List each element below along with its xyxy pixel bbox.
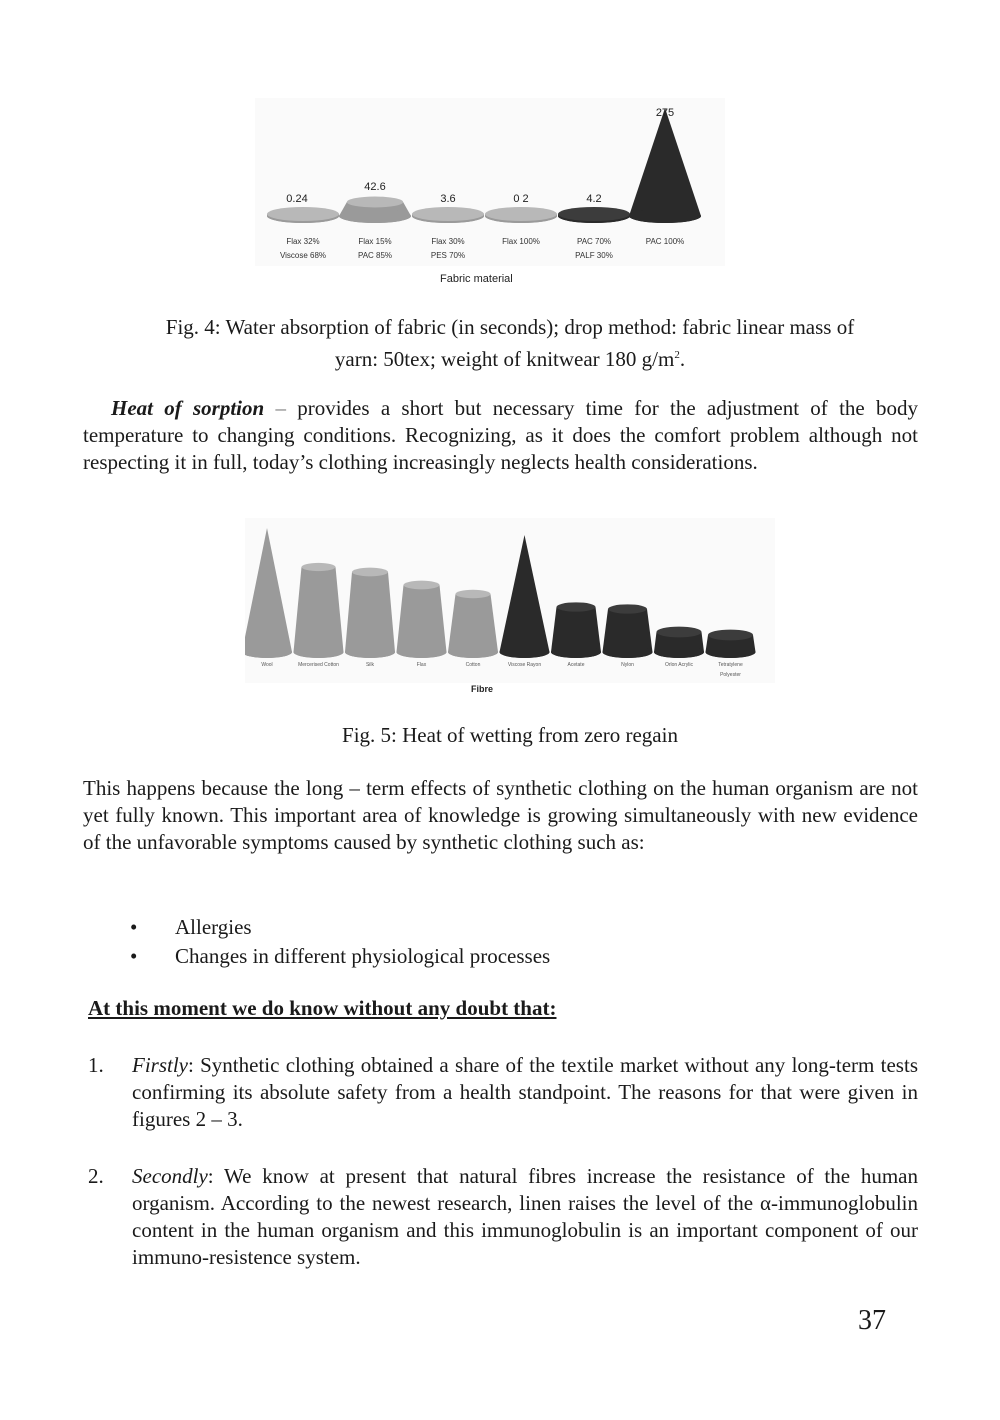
fig5-category-label: Acetate <box>567 662 585 668</box>
fig5-cone <box>397 581 447 658</box>
list-item: • Allergies <box>130 913 550 942</box>
fig5-category-label: Viscose Rayon <box>507 662 542 668</box>
fig5-category-label: Silk <box>365 662 375 668</box>
fig4-value-label: 3.6 <box>440 193 456 205</box>
fig4-category-label: PAC 70% <box>576 237 612 246</box>
fig4-xlabel: Fabric material <box>440 273 513 285</box>
list-item: • Changes in different physiological processes <box>130 942 550 971</box>
fig4-cone <box>558 207 630 223</box>
fig4-cone <box>267 207 339 223</box>
fig4-value-label: 4.2 <box>586 193 602 205</box>
fig5-category-label: Tetratylene <box>718 662 743 668</box>
fig4-category-label: PALF 30% <box>575 251 613 260</box>
symptom-list <box>130 913 550 971</box>
fig4-value-label: 275 <box>655 107 675 119</box>
fig5-category-label: Wool <box>261 662 273 668</box>
fig5-category-label: Nylon <box>621 662 634 668</box>
fig4-category-label: Flax 100% <box>502 237 540 246</box>
fig5-cone <box>345 568 395 658</box>
fig4-cone <box>485 207 557 223</box>
fig4-value-label: 0.24 <box>286 193 308 205</box>
fig4-caption-line2: yarn: 50tex; weight of knitwear 180 $g/m^2$. <box>334 347 686 371</box>
fig5-cone <box>500 535 550 658</box>
fig5-category-label: Orlon Acrylic <box>664 662 694 668</box>
page-number: 37 <box>858 1305 886 1336</box>
fig4-category-label: Flax 30% <box>431 237 465 246</box>
fig4-category-label: PES 70% <box>430 251 466 260</box>
paragraph-synthetic-effects: This happens because the long – term effects of synthetic clothing on the human organism are not yet fully known. This important area of knowledge is growing simultaneously with new evidence of the unfavorable symptoms caused by synthetic clothing such as: <box>83 776 918 854</box>
section-heading: At this moment we do know without any doubt that: <box>88 996 557 1020</box>
numbered-item-2: 2. Secondly: We know at present that natural fibres increase the resistance of the human organism. According to the newest research, linen raises the level of the α-immunoglobulin content in the human organism and this immunoglobulin is an important component of our immuno-resistence system. <box>88 1164 918 1269</box>
figure-4 <box>255 98 725 266</box>
figure-5 <box>245 518 775 683</box>
fig5-cone <box>294 563 344 658</box>
fig4-caption <box>100 313 920 373</box>
fig4-value-label: 0 2 <box>513 193 529 205</box>
fig5-caption: Fig. 5: Heat of wetting from zero regain <box>342 723 678 747</box>
fig4-category-label: Viscose 68% <box>279 251 327 260</box>
fig5-cone-chart <box>245 518 775 683</box>
fig5-xlabel: Fibre <box>471 684 494 694</box>
fig5-cone <box>654 627 704 658</box>
fig4-category-label: PAC 85% <box>357 251 393 260</box>
fig5-cone <box>603 604 653 658</box>
numbered-item-1: 1. Firstly: Synthetic clothing obtained a share of the textile market without any long-term tests confirming its absolute safety from a health standpoint. The reasons for that were given in figures 2 – 3. <box>88 1053 918 1131</box>
fig4-category-label: Flax 32% <box>286 237 320 246</box>
heat-of-sorption-term: Heat of sorption <box>111 396 265 420</box>
fig4-cone-chart <box>255 98 725 266</box>
fig5-category-label: Polyester <box>720 672 741 678</box>
fig4-category-label: PAC 100% <box>645 237 685 246</box>
fig5-category-label: Cotton <box>465 662 481 668</box>
fig5-cone <box>448 590 498 658</box>
fig4-category-label: Flax 15% <box>358 237 392 246</box>
paragraph-heat-of-sorption: Heat of sorption – provides a short but necessary time for the adjustment of the body temperature to changing conditions. Recognizing, as it does the comfort problem although not respecting it in full, today’s clothing increasingly neglects health considerations. <box>83 396 918 474</box>
fig5-category-label: Flax <box>416 662 427 668</box>
fig4-caption-line1: Fig. 4: Water absorption of fabric (in seconds); drop method: fabric linear mass of <box>165 315 855 339</box>
fig5-cone <box>245 528 292 658</box>
fig4-cone <box>412 207 484 223</box>
fig5-cone <box>706 630 756 658</box>
fig4-cone <box>629 108 701 223</box>
fig5-category-label: Mercerised Cotton <box>298 662 339 668</box>
fig5-cone <box>551 602 601 658</box>
fig4-value-label: 42.6 <box>364 181 386 193</box>
fig4-cone <box>339 197 411 223</box>
